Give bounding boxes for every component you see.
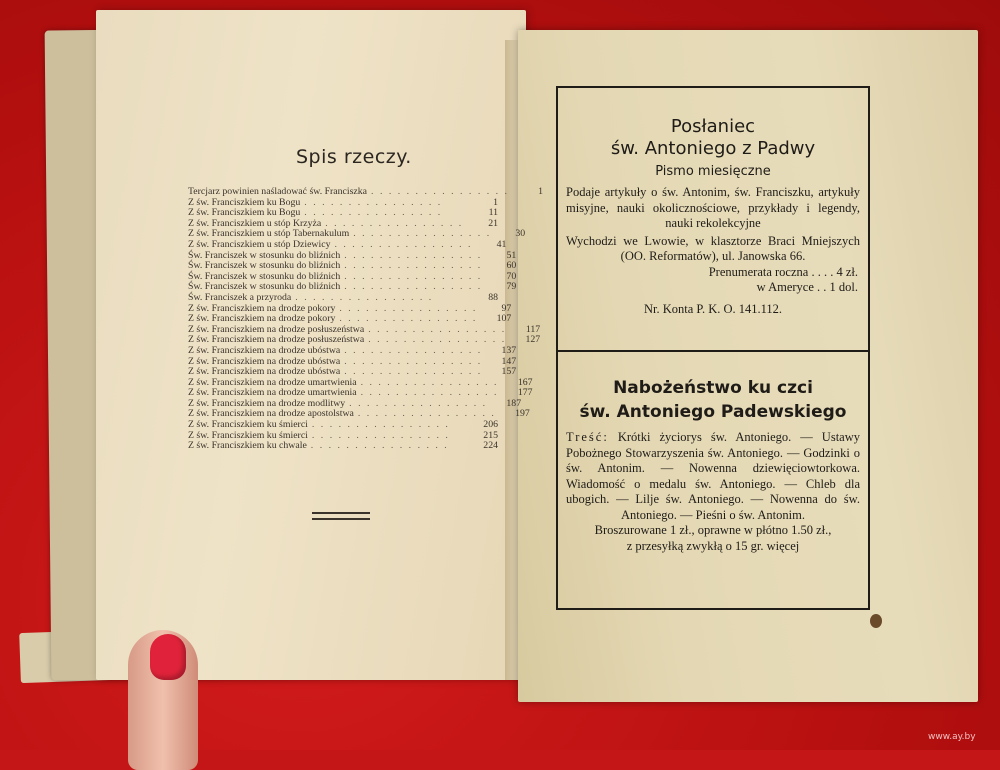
toc-entry-title: Św. Franciszek w stosunku do bliźnich	[188, 270, 341, 282]
ad1-subtitle: Pismo miesięczne	[655, 164, 771, 179]
table-of-contents	[188, 186, 543, 452]
toc-row	[188, 366, 517, 378]
toc-row	[188, 387, 533, 399]
toc-leader-dots: . . . . . . . . . . . . . . . .	[311, 419, 450, 431]
toc-entry-title: Z św. Franciszkiem na drodze posłuszeństwa	[188, 334, 365, 346]
toc-entry-title: Z św. Franciszkiem na drodze modlitwy	[188, 397, 346, 409]
toc-entry-page: 167	[517, 376, 533, 388]
toc-entry-page: 137	[501, 344, 517, 356]
ad1-account: Nr. Konta P. K. O. 141.112.	[643, 301, 783, 316]
toc-leader-dots: . . . . . . . . . . . . . . . .	[344, 249, 483, 261]
toc-leader-dots: . . . . . . . . . . . . . . . .	[344, 366, 483, 378]
ad-box-poslaniec	[556, 86, 870, 352]
toc-leader-dots: . . . . . . . . . . . . . . . .	[344, 260, 483, 272]
toc-entry-title: Św. Franciszek a przyroda	[188, 291, 292, 303]
toc-row	[188, 249, 517, 261]
toc-row	[188, 197, 498, 208]
toc-entry-title: Z św. Franciszkiem ku chwale	[188, 440, 307, 452]
toc-leader-dots: . . . . . . . . . . . . . . . .	[344, 344, 483, 356]
toc-entry-page: 1	[538, 186, 543, 197]
paper-stain	[870, 614, 882, 628]
toc-entry-title: Tercjarz powinien naśladować św. Franciszka	[188, 186, 368, 197]
toc-entry-page: 107	[496, 313, 512, 325]
divider-rule-bottom	[312, 518, 370, 520]
toc-title: Spis rzeczy.	[296, 146, 412, 168]
toc-leader-dots: . . . . . . . . . . . . . . . .	[353, 228, 492, 240]
ad1-price-abroad-label: w Ameryce	[756, 280, 814, 294]
toc-entry-page: 177	[517, 387, 533, 399]
toc-entry-title: Z św. Franciszkiem na drodze ubóstwa	[188, 355, 341, 367]
toc-leader-dots: . . . . . . . . . . . . . . . .	[368, 323, 507, 335]
ad2-price: Broszurowane 1 zł., oprawne w płótno 1.50 zł.,	[594, 523, 832, 537]
watermark: www.ay.by	[928, 732, 976, 742]
ad2-shipping: z przesyłką zwykłą o 15 gr. więcej	[626, 538, 800, 553]
divider-rule-top	[312, 512, 370, 514]
toc-row	[188, 323, 541, 335]
toc-entry-title: Z św. Franciszkiem u stóp Dziewicy	[188, 238, 331, 250]
ad2-contents	[558, 430, 868, 523]
toc-row	[188, 302, 512, 314]
toc-leader-dots: . . . . . . . . . . . . . . . .	[344, 355, 483, 367]
toc-leader-dots: . . . . . . . . . . . . . . . .	[339, 313, 478, 325]
ad1-publisher: Wychodzi we Lwowie, w klasztorze Braci Mniejszych (OO. Reformatów), ul. Janowska 66.	[566, 233, 860, 263]
toc-leader-dots: . . . . . . . . . . . . . . . .	[344, 270, 483, 282]
toc-leader-dots: . . . . . . . . . . . . . . . .	[311, 429, 450, 441]
ad2-title-line1: Nabożeństwo ku czci	[613, 378, 813, 398]
toc-entry-title: Św. Franciszek w stosunku do bliźnich	[188, 260, 341, 272]
toc-entry-page: 41	[496, 238, 507, 250]
toc-leader-dots: . . . . . . . . . . . . . . . .	[360, 387, 499, 399]
toc-leader-dots: . . . . . . . . . . . . . . . .	[295, 291, 434, 303]
toc-entry-page: 79	[506, 281, 517, 293]
toc-entry-title: Z św. Franciszkiem ku Bogu	[188, 207, 301, 219]
toc-entry-page: 97	[501, 302, 512, 314]
toc-entry-title: Z św. Franciszkiem ku śmierci	[188, 429, 308, 441]
toc-entry-title: Z św. Franciszkiem na drodze pokory	[188, 302, 336, 314]
toc-entry-title: Z św. Franciszkiem ku śmierci	[188, 419, 308, 431]
toc-entry-title: Św. Franciszek w stosunku do bliźnich	[188, 281, 341, 293]
toc-row	[188, 419, 498, 430]
toc-leader-dots: . . . . . . . . . . . . . . . .	[334, 238, 473, 250]
toc-row	[188, 207, 498, 218]
toc-row	[188, 218, 498, 229]
toc-leader-dots: . . . . . . . . . . . . . . . .	[371, 186, 509, 197]
ad2-title-line2: św. Antoniego Padewskiego	[579, 402, 847, 422]
toc-leader-dots: . . . . . . . . . . . . . . . .	[310, 440, 449, 452]
ad1-title-line1: Posłaniec	[670, 116, 756, 137]
toc-entry-page: 21	[488, 217, 498, 229]
toc-entry-title: Z św. Franciszkiem na drodze ubóstwa	[188, 344, 341, 356]
toc-row	[188, 430, 498, 441]
toc-leader-dots: . . . . . . . . . . . . . . . .	[339, 302, 478, 314]
toc-leader-dots: . . . . . . . . . . . . . . . .	[368, 334, 507, 346]
toc-row	[188, 313, 512, 325]
ad1-price-local: 4 zł.	[836, 264, 858, 279]
ad2-contents-text: Krótki życiorys św. Antoniego. — Ustawy Pobożnego Stowarzyszenia św. Antoniego. — Godzinki o św. Antonim. — Nowenna dziewięciowtorkowa. Wiadomość o medalu św. Antoniego. — Chleb dla ubogich. — Lilje św. Antoniego. — Nowenna do św. Antoniego. — Pieśni o św. Antonim.	[566, 430, 861, 522]
toc-entry-page: 197	[515, 408, 530, 420]
toc-row	[188, 281, 517, 293]
toc-entry-page: 206	[483, 419, 498, 431]
toc-entry-page: 157	[501, 366, 517, 378]
toc-entry-page: 1	[493, 196, 498, 208]
toc-entry-title: Z św. Franciszkiem na drodze umartwienia	[188, 387, 357, 399]
toc-entry-title: Z św. Franciszkiem na drodze apostolstwa	[188, 408, 354, 420]
toc-row	[188, 440, 498, 451]
toc-leader-dots: . . . . . . . . . . . . . . . .	[357, 408, 496, 420]
toc-leader-dots: . . . . . . . . . . . . . . . .	[304, 196, 443, 208]
toc-entry-page: 11	[488, 207, 498, 219]
toc-row	[188, 292, 498, 303]
toc-row	[188, 344, 517, 356]
toc-leader-dots: . . . . . . . . . . . . . . . .	[325, 217, 464, 229]
red-fingernail	[150, 634, 186, 680]
toc-entry-title: Z św. Franciszkiem u stóp Krzyża	[188, 217, 322, 229]
toc-entry-page: 117	[525, 323, 541, 335]
ad2-contents-label: Treść:	[566, 430, 609, 444]
toc-row	[188, 334, 541, 346]
toc-leader-dots: . . . . . . . . . . . . . . . .	[344, 281, 483, 293]
toc-entry-page: 70	[506, 270, 517, 282]
ad1-title-line2: św. Antoniego z Padwy	[610, 138, 816, 159]
toc-entry-title: Z św. Franciszkiem na drodze ubóstwa	[188, 366, 341, 378]
toc-entry-page: 60	[506, 260, 517, 272]
toc-row	[188, 186, 543, 197]
toc-entry-title: Z św. Franciszkiem na drodze umartwienia	[188, 376, 357, 388]
toc-entry-page: 215	[483, 429, 498, 441]
toc-row	[188, 355, 517, 367]
toc-row	[188, 270, 517, 282]
toc-leader-dots: . . . . . . . . . . . . . . . .	[304, 207, 443, 219]
toc-entry-page: 187	[506, 397, 522, 409]
toc-entry-page: 127	[525, 334, 541, 346]
ad1-description: Podaje artykuły o św. Antonim, św. Franciszku, artykuły misyjne, nauki okolicznościowe, przykłady i legendy, nauki rekolekcyjne	[566, 185, 860, 230]
ad1-price-abroad-line: w Ameryce . . 1 dol.	[756, 280, 858, 294]
ad1-price-abroad: 1 dol.	[829, 280, 858, 294]
toc-entry-title: Z św. Franciszkiem ku Bogu	[188, 196, 301, 208]
toc-row	[188, 238, 507, 250]
ad1-price-label: Prenumerata roczna	[708, 264, 809, 279]
toc-row	[188, 228, 526, 240]
toc-row	[188, 260, 517, 272]
toc-entry-title: Z św. Franciszkiem na drodze posłuszeństwa	[188, 323, 365, 335]
toc-row	[188, 408, 530, 420]
ad-box-nabozenstwo	[556, 350, 870, 610]
toc-entry-title: Z św. Franciszkiem u stóp Tabernakulum	[188, 228, 350, 240]
toc-row	[188, 376, 533, 388]
toc-entry-page: 147	[501, 355, 517, 367]
toc-leader-dots: . . . . . . . . . . . . . . . .	[349, 397, 488, 409]
toc-entry-title: Z św. Franciszkiem na drodze pokory	[188, 313, 336, 325]
toc-entry-page: 51	[506, 249, 517, 261]
toc-entry-page: 88	[488, 291, 498, 303]
toc-leader-dots: . . . . . . . . . . . . . . . .	[360, 376, 499, 388]
toc-row	[188, 397, 522, 409]
ad1-price-line: Prenumerata roczna . . . . 4 zł.	[708, 264, 858, 279]
toc-entry-title: Św. Franciszek w stosunku do bliźnich	[188, 249, 341, 261]
toc-entry-page: 30	[515, 228, 526, 240]
toc-entry-page: 224	[483, 440, 498, 452]
